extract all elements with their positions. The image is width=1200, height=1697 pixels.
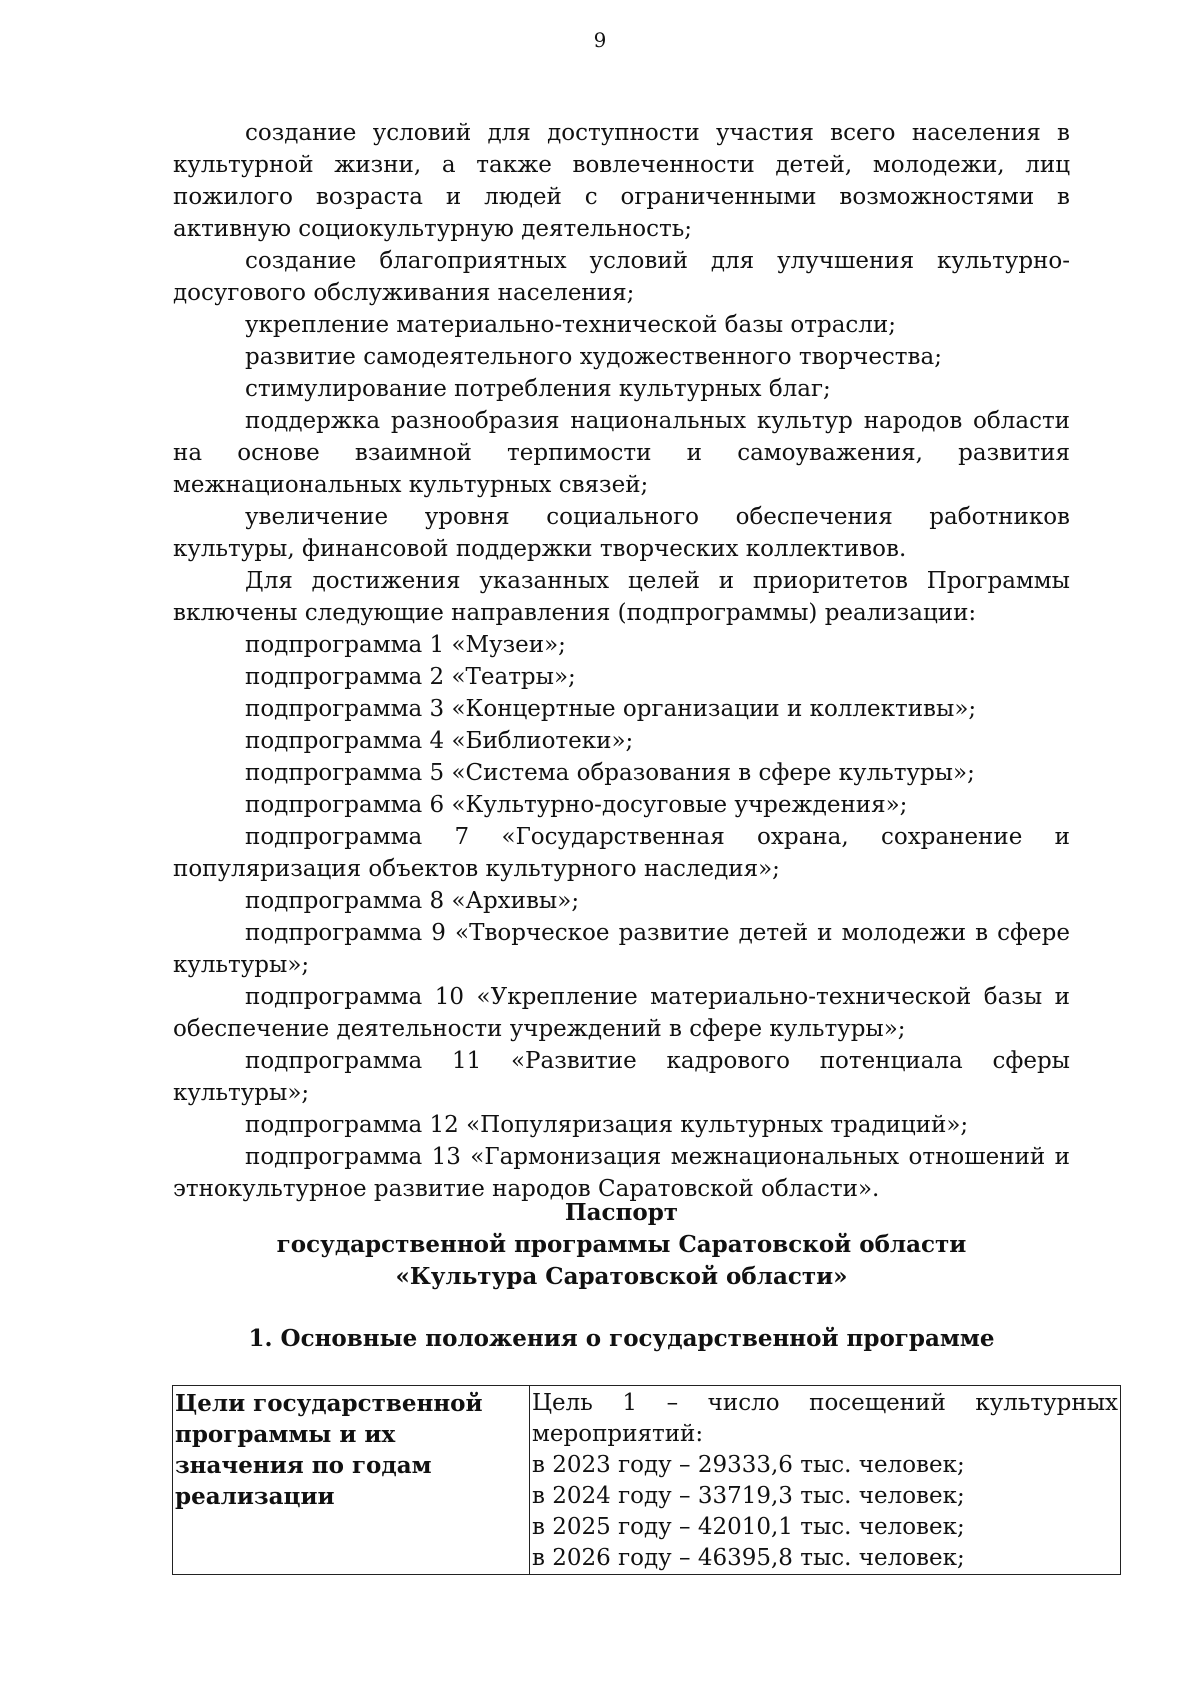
paragraph: стимулирование потребления культурных благ; [245,376,831,402]
goal-line: Цель 1 – число посещений культурных [532,1390,1118,1416]
subprogram-item: подпрограмма 4 «Библиотеки»; [245,728,634,754]
program-name: «Культура Саратовской области» [395,1263,848,1290]
subprogram-item: подпрограмма 13 «Гармонизация межнациональных отношений и этнокультурное развитие народов Саратовской области». [173,1144,1070,1202]
paragraph: укрепление материально-технической базы отрасли; [245,312,896,338]
subprogram-item: подпрограмма 12 «Популяризация культурных традиций»; [245,1112,969,1138]
passport-subtitle: государственной программы Саратовской области [276,1231,967,1258]
paragraph: создание благоприятных условий для улучшения культурно-досугового обслуживания населения; [173,248,1070,306]
goal-value: в 2024 году – 33719,3 тыс. человек; [532,1483,965,1509]
table-row [173,1386,1121,1575]
subprogram-item: подпрограмма 8 «Архивы»; [245,888,580,914]
table-value-cell [530,1386,1121,1575]
goal-value: в 2026 году – 46395,8 тыс. человек; [532,1545,965,1571]
goal-line: мероприятий: [532,1421,704,1447]
passport-table [172,1385,1121,1575]
passport-heading [173,1197,1070,1293]
subprogram-item: подпрограмма 11 «Развитие кадрового потенциала сферы культуры»; [173,1048,1070,1106]
page-number: 9 [593,28,607,52]
subprogram-item: подпрограмма 10 «Укрепление материально-технической базы и обеспечение деятельности учреждений в сфере культуры»; [173,984,1070,1042]
body-text [173,117,1070,1205]
goal-value: в 2023 году – 29333,6 тыс. человек; [532,1452,965,1478]
subprogram-item: подпрограмма 5 «Система образования в сфере культуры»; [245,760,975,786]
passport-title: Паспорт [564,1199,679,1226]
paragraph: поддержка разнообразия национальных культур народов области на основе взаимной терпимости и самоуважения, развития межнациональных культурных связей; [173,408,1070,498]
subprogram-item: подпрограмма 1 «Музеи»; [245,632,566,658]
section-title: 1. Основные положения о государственной программе [248,1325,995,1352]
paragraph: Для достижения указанных целей и приоритетов Программы включены следующие направления (подпрограммы) реализации: [173,568,1070,626]
subprogram-item: подпрограмма 2 «Театры»; [245,664,576,690]
paragraph: увеличение уровня социального обеспечения работников культуры, финансовой поддержки творческих коллективов. [173,504,1070,562]
subprogram-item: подпрограмма 3 «Концертные организации и коллективы»; [245,696,977,722]
goal-value: в 2025 году – 42010,1 тыс. человек; [532,1514,965,1540]
subprogram-item: подпрограмма 6 «Культурно-досуговые учреждения»; [245,792,908,818]
subprogram-item: подпрограмма 9 «Творческое развитие детей и молодежи в сфере культуры»; [173,920,1070,978]
subprogram-item: подпрограмма 7 «Государственная охрана, сохранение и популяризация объектов культурного наследия»; [173,824,1070,882]
paragraph: создание условий для доступности участия всего населения в культурной жизни, а также вовлеченности детей, молодежи, лиц пожилого возраста и людей с ограниченными возможностями в активную социокультурную деятельность; [173,120,1070,242]
paragraph: развитие самодеятельного художественного творчества; [245,344,942,370]
table-label-cell: Цели государственной программы и их значения по годам реализации [173,1386,530,1575]
